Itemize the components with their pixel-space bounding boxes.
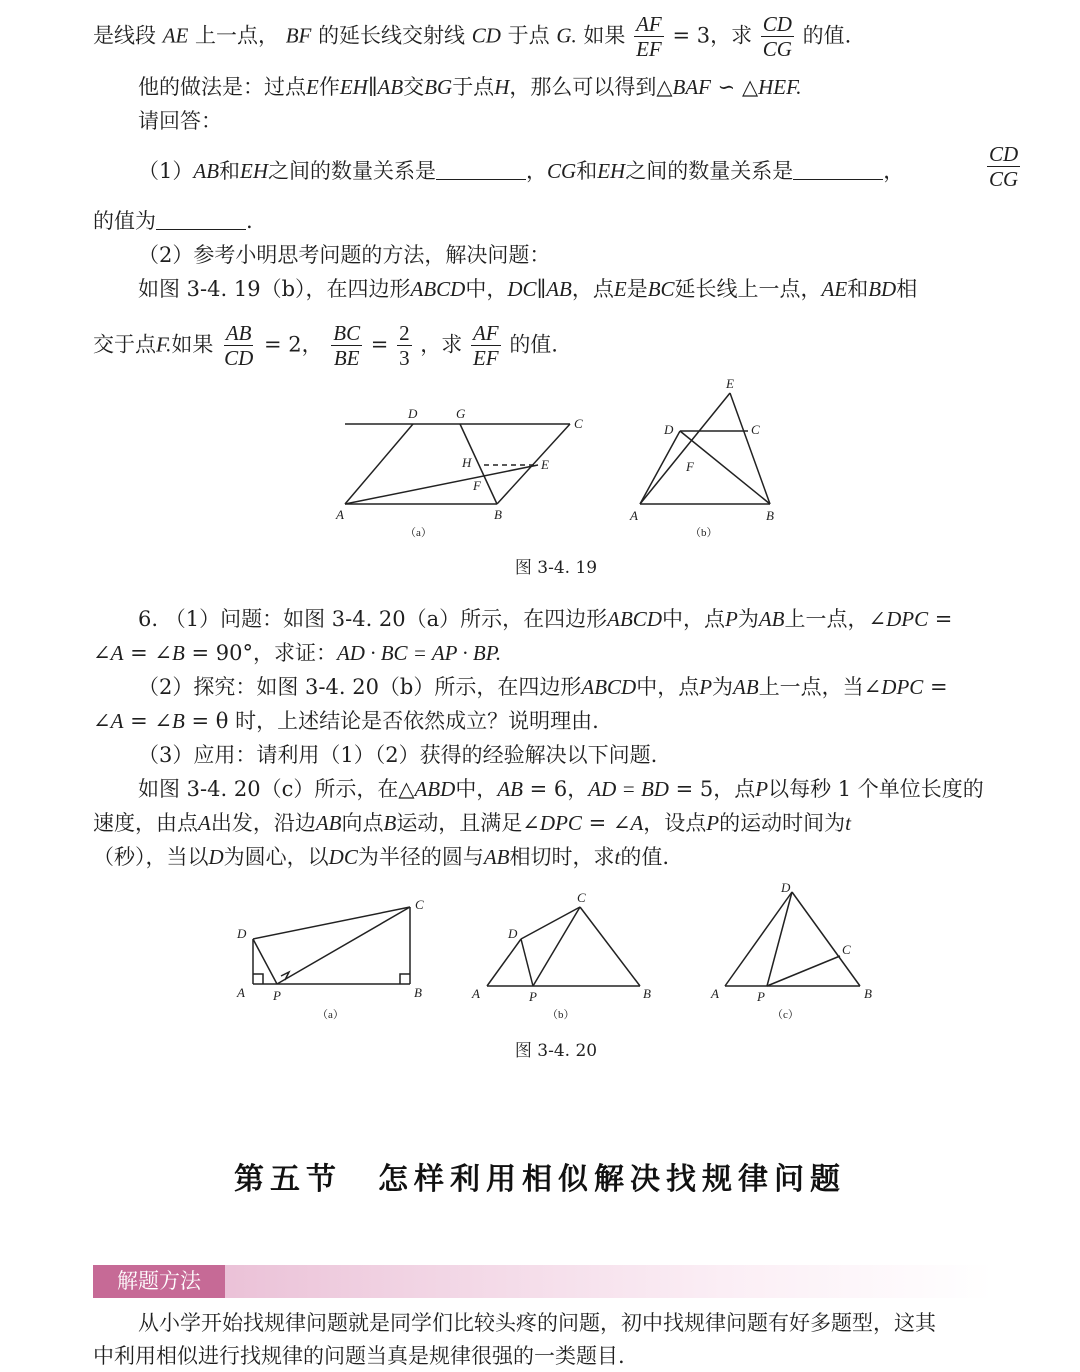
fig19a-label-e: E — [541, 457, 549, 472]
fig20b-line-dp — [521, 939, 533, 986]
question-6-line-2: ∠A = ∠B = 90°，求证：AD · BC = AP · BP. — [93, 641, 502, 665]
answer-blank-2[interactable] — [793, 157, 883, 180]
fig20a-label-d: D — [237, 926, 247, 941]
fig20b-label-a: A — [472, 986, 480, 1001]
question-2-body: 如图 3-4. 19（b），在四边形ABCD中，DC∥AB，点E是BC延长线上一点，AE和BD相 — [138, 277, 918, 301]
fig20a-label-a: A — [237, 985, 245, 1000]
fig20-sub-c: （c） — [772, 1009, 799, 1021]
fig20-sub-a: （a） — [317, 1009, 344, 1021]
fig20c-label-c: C — [842, 942, 851, 957]
para-3: 请回答： — [138, 109, 222, 133]
fig20c-label-p: P — [757, 989, 765, 1004]
fig19-sub-a: （a） — [405, 527, 432, 539]
answer-blank-1[interactable] — [436, 157, 526, 180]
fig19b-label-e: E — [726, 376, 734, 391]
fig20b-side-bc — [580, 907, 640, 986]
fraction-cd-cg-q1: $\frac{CD}{CG}$ — [989, 142, 1019, 191]
fig20b-side-ad — [487, 939, 521, 986]
answer-blank-3[interactable] — [156, 207, 246, 230]
fig19b-label-a: A — [630, 508, 638, 523]
method-banner — [93, 1265, 993, 1298]
question-6-line-1: 6. （1）问题：如图 3-4. 20（a）所示，在四边形ABCD中，点P为AB上一点，∠DPC = — [138, 607, 953, 631]
question-1: （1）AB和EH之间的数量关系是 ，CG和EH之间的数量关系是 ， — [138, 159, 905, 183]
fig20b-label-b: B — [643, 986, 651, 1001]
fig19a-label-d: D — [408, 406, 418, 421]
method-text-line-2: 中利用相似进行找规律的问题当真是规律很强的一类题目. — [93, 1344, 625, 1368]
fig19a-label-a: A — [336, 507, 344, 522]
fraction-af-ef: $\frac{AF}{EF}$ — [636, 12, 662, 61]
fig20c-line-dp — [767, 892, 792, 986]
method-text-line-1: 从小学开始找规律问题就是同学们比较头疼的问题，初中找规律问题有好多题型，这其 — [138, 1311, 936, 1335]
fig19a-label-f: F — [473, 478, 481, 493]
question-6-line-6: 如图 3-4. 20（c）所示，在△ABD中，AB = 6，AD = BD = 5，点P以每秒 1 个单位长度的 — [138, 777, 984, 801]
fig20-sub-b: （b） — [547, 1009, 575, 1021]
fig20a-side-dc — [253, 907, 410, 939]
figure-3-4-20 — [0, 876, 1080, 1026]
fig20a-line-dp — [253, 939, 277, 984]
fig20a-label-p: P — [273, 988, 281, 1003]
question-1-cont: 的值为 . — [93, 209, 253, 233]
figure-3-4-19-caption: 图 3-4. 19 — [514, 558, 598, 578]
section-title: 第五节 怎样利用相似解决找规律问题 — [234, 1162, 846, 1197]
question-6-line-5: （3）应用：请利用（1）（2）获得的经验解决以下问题. — [138, 743, 658, 767]
fig19b-label-b: B — [766, 508, 774, 523]
fig20b-label-p: P — [529, 989, 537, 1004]
fig19b-label-c: C — [751, 422, 760, 437]
figure-3-4-20-caption: 图 3-4. 20 — [514, 1041, 598, 1061]
fig20c-line-pc — [767, 956, 840, 986]
fig20c-label-a: A — [711, 986, 719, 1001]
fig20b-line-pc — [533, 907, 580, 986]
question-2-cont: 交于点F.如果 $\frac{AB}{CD}$ = 2， $\frac{BC}{BE}$ = $\frac{2}{3}$ ，求 $\frac{AF}{EF}$ 的值. — [93, 321, 558, 370]
fig20a-right-angle-p — [281, 972, 289, 980]
method-banner-label: 解题方法 — [93, 1265, 225, 1298]
para-1: 是线段 AE 上一点， BF 的延长线交射线 CD 于点 G. 如果 $\frac{AF}{EF}$ = 3，求 $\frac{CD}{CG}$ 的值. — [93, 12, 852, 61]
para-2: 他的做法是：过点E作EH∥AB交BG于点H，那么可以得到△BAF ∽ △HEF. — [138, 75, 802, 99]
fig20a-label-b: B — [414, 985, 422, 1000]
question-6-line-4: ∠A = ∠B = θ 时，上述结论是否依然成立？说明理由. — [93, 709, 599, 733]
fig19a-label-b: B — [494, 507, 502, 522]
fig19-sub-b: （b） — [690, 527, 718, 539]
fig19b-side-ad — [640, 431, 680, 504]
fig20c-side-ad — [725, 892, 792, 986]
question-6-line-7: 速度，由点A出发，沿边AB向点B运动，且满足∠DPC = ∠A，设点P的运动时间为t — [93, 811, 851, 835]
fig19a-label-h: H — [462, 455, 472, 470]
fig20a-label-c: C — [415, 897, 424, 912]
fig19a-side-bc — [497, 424, 570, 504]
question-2: （2）参考小明思考问题的方法，解决问题： — [138, 243, 551, 267]
fig20b-label-d: D — [508, 926, 518, 941]
question-6-line-3: （2）探究：如图 3-4. 20（b）所示，在四边形ABCD中，点P为AB上一点，当∠DPC = — [138, 675, 948, 699]
fig19b-label-d: D — [664, 422, 674, 437]
fig19b-label-f: F — [686, 459, 694, 474]
fraction-cd-cg: $\frac{CD}{CG}$ — [762, 12, 792, 61]
fig20a-right-angle-b — [400, 974, 410, 984]
question-6-line-8: （秒），当以D为圆心，以DC为半径的圆与AB相切时，求t的值. — [93, 845, 670, 869]
fig20a-line-pc — [277, 907, 410, 984]
fig19b-line-ae — [640, 393, 730, 504]
fig19a-label-g: G — [456, 406, 466, 421]
figure-3-4-19 — [0, 370, 1080, 550]
fig19a-label-c: C — [574, 416, 583, 431]
fig20b-label-c: C — [577, 890, 586, 905]
fig20a-right-angle-a — [253, 974, 263, 984]
fig20c-label-d: D — [781, 880, 791, 895]
fig20c-label-b: B — [864, 986, 872, 1001]
